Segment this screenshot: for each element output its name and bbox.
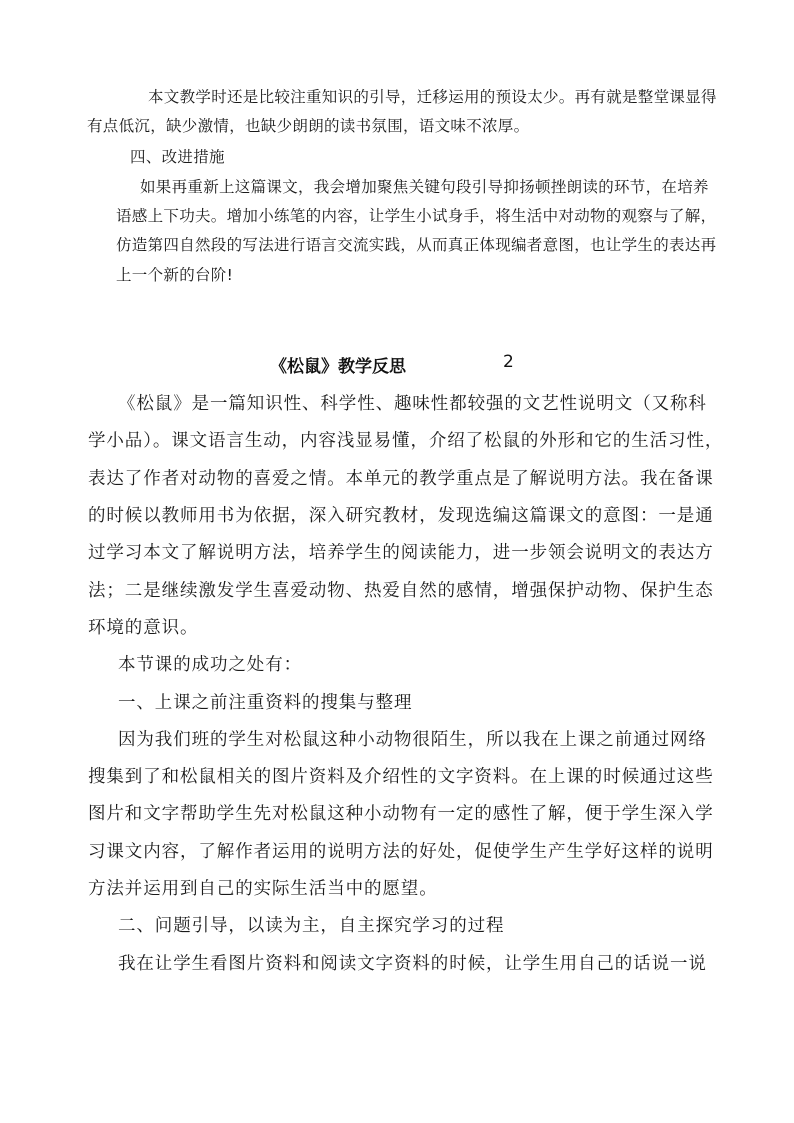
paragraph-line: 方法并运用到自己的实际生活当中的愿望。 <box>88 879 438 899</box>
paragraph-line: 表达了作者对动物的喜爱之情。本单元的教学重点是了解说明方法。我在备课 <box>88 469 714 489</box>
title-number: 2 <box>503 352 514 372</box>
section-heading: 四、改进措施 <box>130 148 225 166</box>
paragraph-line: 环境的意识。 <box>88 618 199 638</box>
paragraph-line: 过学习本文了解说明方法，培养学生的阅读能力，进一步领会说明文的表达方 <box>88 543 714 563</box>
paragraph-line: 我在让学生看图片资料和阅读文字资料的时候，让学生用自己的话说一说 <box>118 954 707 974</box>
paragraph-line: 语感上下功夫。增加小练笔的内容，让学生小试身手，将生活中对动物的观察与了解， <box>116 207 717 225</box>
paragraph-line: 本节课的成功之处有： <box>118 655 302 675</box>
paragraph-line: 因为我们班的学生对松鼠这种小动物很陌生，所以我在上课之前通过网络 <box>118 730 707 750</box>
paragraph-line: 搜集到了和松鼠相关的图片资料及介绍性的文字资料。在上课的时候通过这些 <box>88 767 714 787</box>
section-heading: 二、问题引导，以读为主，自主探究学习的过程 <box>118 916 505 936</box>
paragraph-line: 仿造第四自然段的写法进行语言交流实践，从而真正体现编者意图，也让学生的表达再 <box>116 236 717 254</box>
paragraph-line: 习课文内容，了解作者运用的说明方法的好处，促使学生产生学好这样的说明 <box>88 842 714 862</box>
paragraph-line: 上一个新的台阶! <box>116 266 234 284</box>
paragraph-line: 如果再重新上这篇课文，我会增加聚焦关键句段引导抑扬顿挫朗读的环节，在培养 <box>140 178 709 196</box>
paragraph-line: 本文教学时还是比较注重知识的引导，迁移运用的预设太少。再有就是整堂课显得 <box>148 88 717 106</box>
paragraph-line: 有点低沉，缺少激情，也缺少朗朗的读书氛围，语文味不浓厚。 <box>87 117 530 135</box>
paragraph-line: 学小品）。课文语言生动，内容浅显易懂，介绍了松鼠的外形和它的生活习性， <box>88 431 724 451</box>
section-heading: 一、上课之前注重资料的搜集与整理 <box>118 693 413 713</box>
paragraph-line: 图片和文字帮助学生先对松鼠这种小动物有一定的感性了解，便于学生深入学 <box>88 804 714 824</box>
paragraph-line: 《松鼠》是一篇知识性、科学性、趣味性都较强的文艺性说明文（又称科 <box>118 394 707 414</box>
paragraph-line: 的时候以教师用书为依据，深入研究教材，发现选编这篇课文的意图：一是通 <box>88 506 714 526</box>
document-title: 《松鼠》教学反思 <box>270 357 406 377</box>
paragraph-line: 法；二是继续激发学生喜爱动物、热爱自然的感情，增强保护动物、保护生态 <box>88 581 714 601</box>
